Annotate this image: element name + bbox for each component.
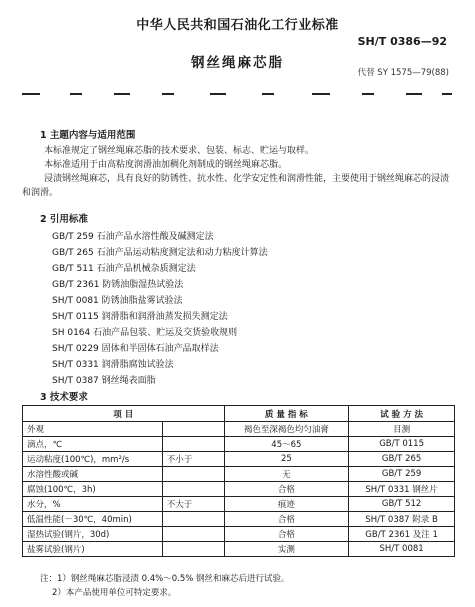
cell-item: 低温性能(－30℃，40min) [23,512,163,527]
cell-item: 运动粘度(100℃)，mm²/s [23,452,163,467]
cell-item: 湿热试验(钢片，30d) [23,527,163,542]
cell-item: 外观 [23,422,163,437]
section-1-paragraph: 本标准规定了钢丝绳麻芯脂的技术要求、包装、标志、贮运与取样。 [44,146,315,156]
cell-value: 合格 [224,512,349,527]
cell-item: 水分，% [23,497,163,512]
cell-value: 25 [224,452,349,467]
cell-item: 腐蚀(100℃，3h) [23,482,163,497]
cell-method: SH/T 0387 附录 B [349,512,455,527]
replaces-note: 代替 SY 1575—79(88) [357,68,449,78]
reference-item: GB/T 2361 防锈油脂湿热试验法 [52,280,184,290]
cell-item: 滴点，℃ [23,437,163,452]
table-row [23,497,455,512]
cell-qualifier [162,542,224,557]
reference-item: GB/T 511 石油产品机械杂质测定法 [52,264,196,274]
cell-qualifier [162,482,224,497]
section-1-heading: 1 主题内容与适用范围 [40,130,136,141]
cell-method: GB/T 265 [349,452,455,467]
cell-method: GB/T 0115 [349,437,455,452]
cell-value: 褐色至深褐色均匀油膏 [224,422,349,437]
section-3-heading: 3 技术要求 [40,392,88,403]
cell-method: SH/T 0331 钢丝片 [349,482,455,497]
cell-method: SH/T 0081 [349,542,455,557]
table-note: 注：1）钢丝绳麻芯脂浸渍 0.4%～0.5% 钢丝和麻芯后进行试验。 [40,574,290,584]
standard-header-title: 中华人民共和国石油化工行业标准 [136,18,339,33]
section-1-paragraph: 浸渍钢丝绳麻芯，具有良好的防锈性、抗水性、化学安定性和润滑性能，主要使用于钢丝绳麻芯的浸渍和润滑。 [22,174,450,198]
table-row [23,452,455,467]
section-1-paragraph: 本标准适用于由高粘度润滑油加稠化剂制成的钢丝绳麻芯脂。 [44,160,288,170]
cell-value: 痕迹 [224,497,349,512]
table-row [23,482,455,497]
cell-value: 合格 [224,482,349,497]
table-row [23,527,455,542]
table-header-row [23,406,455,422]
technical-requirements-table [22,405,455,557]
cell-value: 合格 [224,527,349,542]
reference-item: GB/T 265 石油产品运动粘度测定法和动力粘度计算法 [52,248,268,258]
cell-qualifier [162,422,224,437]
reference-item: SH/T 0331 润滑脂腐蚀试验法 [52,360,174,370]
header-divider [22,93,452,97]
table-note: 2）本产品使用单位可特定要求。 [52,588,177,598]
cell-qualifier: 不大于 [162,497,224,512]
reference-item: GB/T 259 石油产品水溶性酸及碱测定法 [52,232,214,242]
cell-method: 目测 [349,422,455,437]
cell-qualifier [162,527,224,542]
table-row [23,542,455,557]
reference-item: SH/T 0387 钢丝绳表面脂 [52,376,156,386]
reference-item: SH/T 0115 润滑脂和润滑油蒸发损失测定法 [52,312,228,322]
cell-item: 盐雾试验(钢片) [23,542,163,557]
document-title: 钢丝绳麻芯脂 [191,55,284,71]
cell-method: GB/T 259 [349,467,455,482]
cell-qualifier [162,512,224,527]
standard-code: SH/T 0386—92 [357,35,447,48]
cell-method: GB/T 2361 及注 1 [349,527,455,542]
cell-qualifier: 不小于 [162,452,224,467]
cell-method: GB/T 512 [349,497,455,512]
reference-item: SH 0164 石油产品包装、贮运及交货验收规则 [52,328,238,338]
table-row [23,512,455,527]
reference-item: SH/T 0081 防锈油脂盐雾试验法 [52,296,183,306]
cell-qualifier [162,467,224,482]
cell-value: 实测 [224,542,349,557]
section-2-heading: 2 引用标准 [40,214,88,225]
reference-item: SH/T 0229 固体和半固体石油产品取样法 [52,344,219,354]
cell-item: 水溶性酸或碱 [23,467,163,482]
header-test-method: 试 验 方 法 [349,406,455,422]
cell-value: 45～65 [224,437,349,452]
table-row [23,467,455,482]
table-row [23,422,455,437]
table-row [23,437,455,452]
cell-value: 无 [224,467,349,482]
header-item: 项 目 [23,406,225,422]
header-quality-index: 质 量 指 标 [224,406,349,422]
cell-qualifier [162,437,224,452]
